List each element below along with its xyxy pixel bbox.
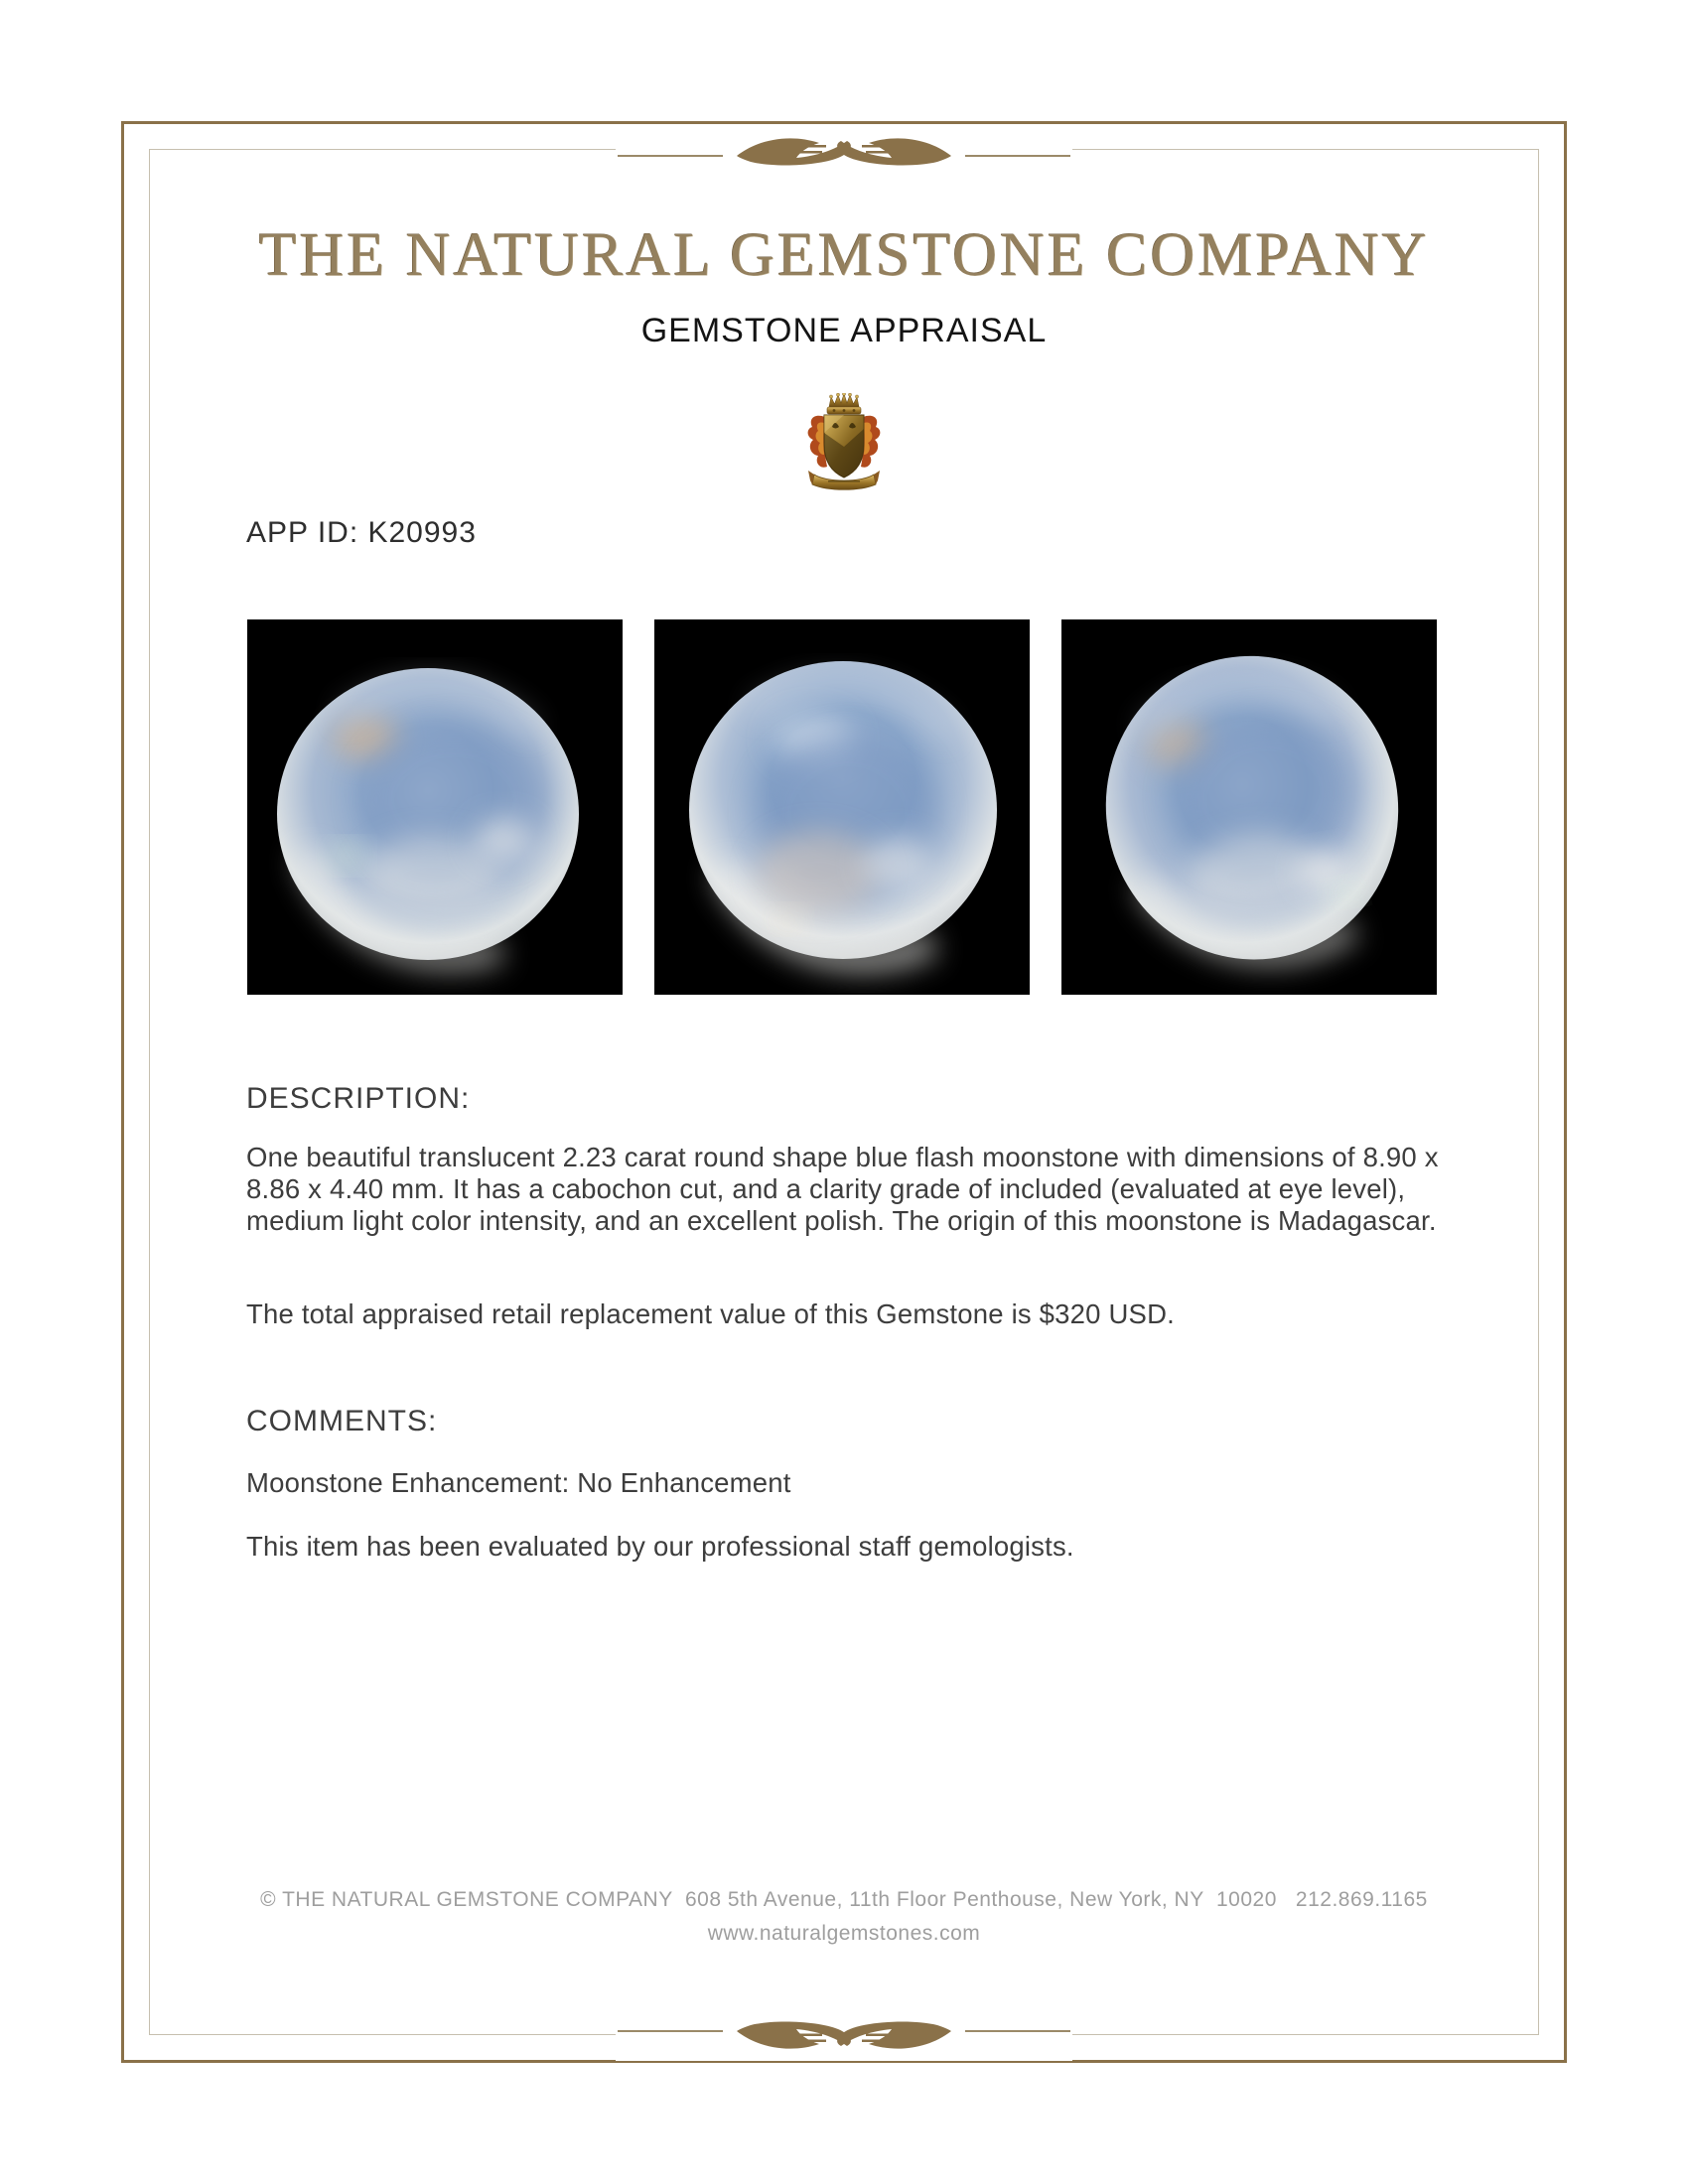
- app-id-text: APP ID: K20993: [246, 516, 477, 549]
- description-heading: DESCRIPTION:: [246, 1082, 471, 1115]
- comments-heading: COMMENTS:: [246, 1405, 438, 1437]
- top-flourish-ornament-icon: [616, 126, 1072, 176]
- gemstone-photo-1: [247, 619, 623, 995]
- comment-evaluation: This item has been evaluated by our professional staff gemologists.: [246, 1531, 1074, 1562]
- footer-address-line: © THE NATURAL GEMSTONE COMPANY 608 5th Avenue, 11th Floor Penthouse, New York, NY 10020 212.869.1165: [260, 1888, 1428, 1911]
- company-name-title: THE NATURAL GEMSTONE COMPANY: [258, 221, 1430, 289]
- description-paragraph: One beautiful translucent 2.23 carat round shape blue flash moonstone with dimensions of 8.90 x 8.86 x 4.40 mm. It has a cabochon cut, and a clarity grade of included (evaluated at eye level), medium light color intensity, and an excellent polish. The origin of this moonstone is Madagascar.: [246, 1142, 1439, 1236]
- gemstone-photo-row: [247, 619, 1437, 995]
- comment-enhancement: Moonstone Enhancement: No Enhancement: [246, 1467, 791, 1498]
- document-type-subtitle: GEMSTONE APPRAISAL: [640, 312, 1048, 349]
- gemstone-photo-3: [1061, 619, 1437, 995]
- gemstone-photo-2: [654, 619, 1030, 995]
- company-crest-icon: [798, 393, 890, 492]
- bottom-flourish-ornament-icon: [616, 2011, 1072, 2061]
- footer-website: www.naturalgemstones.com: [707, 1922, 981, 1945]
- appraised-value-statement: The total appraised retail replacement value of this Gemstone is $320 USD.: [246, 1298, 1176, 1329]
